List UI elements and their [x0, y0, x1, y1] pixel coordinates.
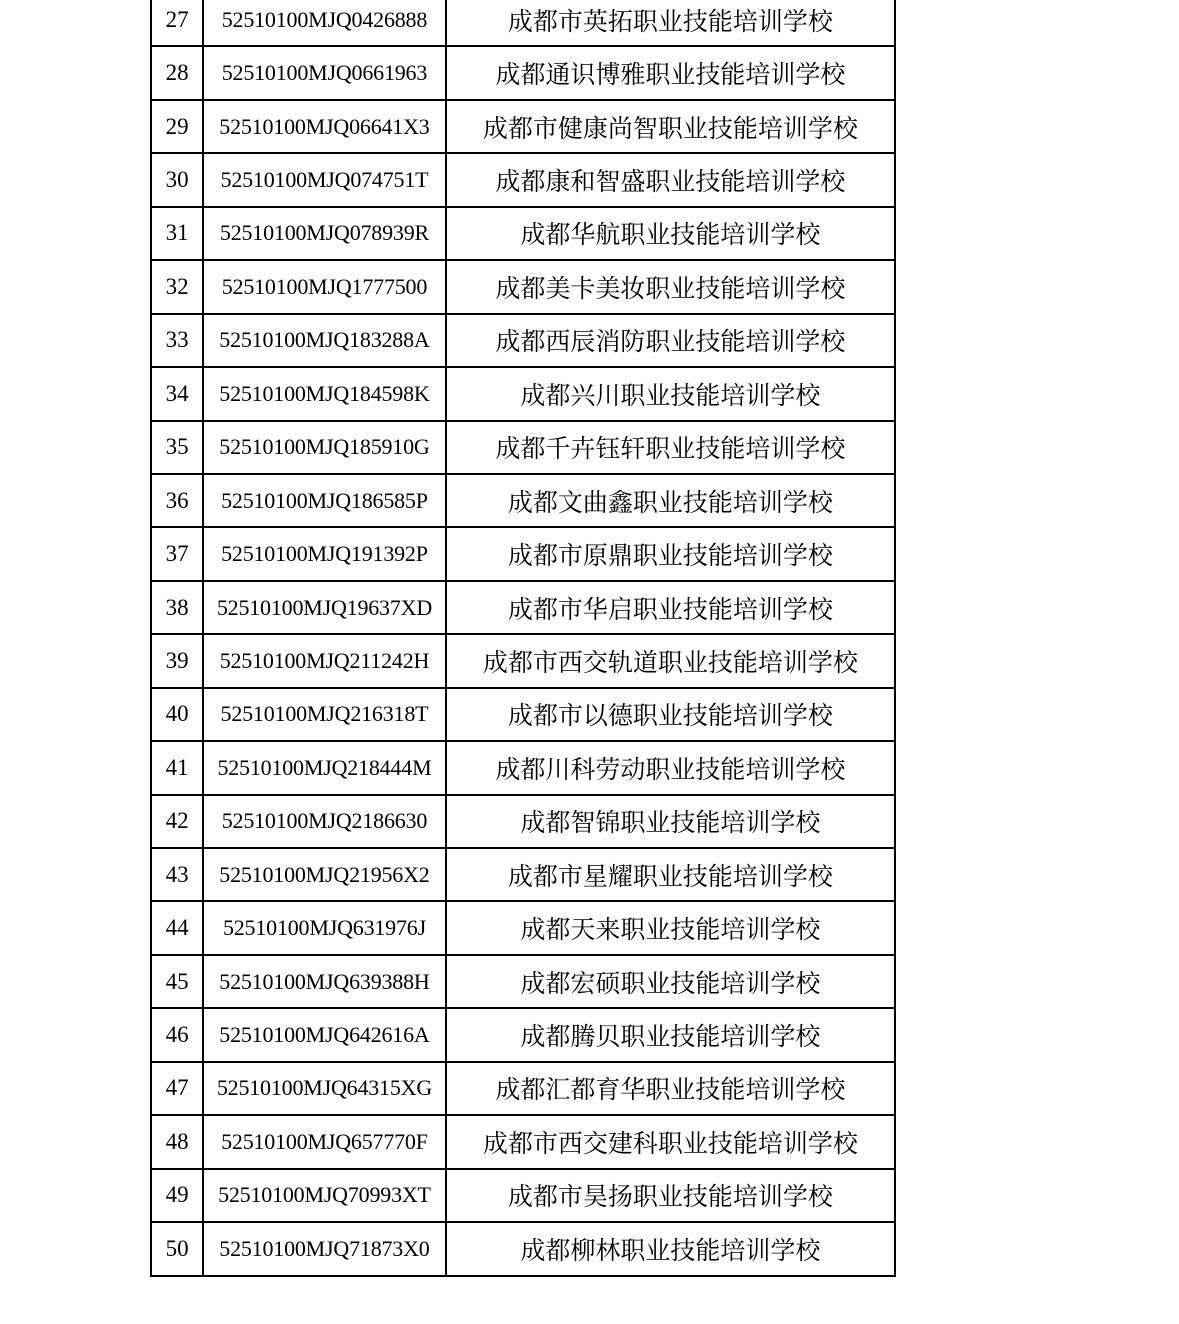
row-number-cell: 47 — [151, 1062, 203, 1115]
row-number-cell: 36 — [151, 474, 203, 527]
school-name-cell: 成都智锦职业技能培训学校 — [446, 795, 895, 848]
credit-code-cell: 52510100MJQ631976J — [203, 901, 446, 954]
table-row — [151, 688, 895, 741]
row-number-cell: 46 — [151, 1008, 203, 1061]
school-name-cell: 成都川科劳动职业技能培训学校 — [446, 741, 895, 794]
credit-code-cell: 52510100MJQ191392P — [203, 527, 446, 580]
credit-code-cell: 52510100MJQ2186630 — [203, 795, 446, 848]
table-row — [151, 207, 895, 260]
school-name-cell: 成都市西交轨道职业技能培训学校 — [446, 634, 895, 687]
row-number-cell: 27 — [151, 0, 203, 46]
row-number-cell: 39 — [151, 634, 203, 687]
table-row — [151, 581, 895, 634]
credit-code-cell: 52510100MJQ64315XG — [203, 1062, 446, 1115]
row-number-cell: 43 — [151, 848, 203, 901]
table-row — [151, 0, 895, 46]
school-name-cell: 成都天来职业技能培训学校 — [446, 901, 895, 954]
row-number-cell: 34 — [151, 367, 203, 420]
school-name-cell: 成都市英拓职业技能培训学校 — [446, 0, 895, 46]
row-number-cell: 42 — [151, 795, 203, 848]
table-body — [151, 0, 895, 1276]
credit-code-cell: 52510100MJQ642616A — [203, 1008, 446, 1061]
school-name-cell: 成都通识博雅职业技能培训学校 — [446, 46, 895, 99]
table-row — [151, 1115, 895, 1168]
table-row — [151, 421, 895, 474]
credit-code-cell: 52510100MJQ639388H — [203, 955, 446, 1008]
row-number-cell: 30 — [151, 153, 203, 206]
credit-code-cell: 52510100MJQ211242H — [203, 634, 446, 687]
school-name-cell: 成都市星耀职业技能培训学校 — [446, 848, 895, 901]
credit-code-cell: 52510100MJQ183288A — [203, 314, 446, 367]
school-name-cell: 成都美卡美妆职业技能培训学校 — [446, 260, 895, 313]
school-name-cell: 成都市西交建科职业技能培训学校 — [446, 1115, 895, 1168]
table-row — [151, 474, 895, 527]
credit-code-cell: 52510100MJQ657770F — [203, 1115, 446, 1168]
school-name-cell: 成都腾贝职业技能培训学校 — [446, 1008, 895, 1061]
credit-code-cell: 52510100MJQ70993XT — [203, 1169, 446, 1222]
registry-table-container — [150, 0, 896, 1277]
credit-code-cell: 52510100MJQ0426888 — [203, 0, 446, 46]
table-row — [151, 1008, 895, 1061]
school-registry-table — [150, 0, 896, 1277]
row-number-cell: 35 — [151, 421, 203, 474]
school-name-cell: 成都市原鼎职业技能培训学校 — [446, 527, 895, 580]
table-row — [151, 1222, 895, 1275]
row-number-cell: 50 — [151, 1222, 203, 1275]
table-row — [151, 848, 895, 901]
row-number-cell: 33 — [151, 314, 203, 367]
credit-code-cell: 52510100MJQ074751T — [203, 153, 446, 206]
table-row — [151, 741, 895, 794]
school-name-cell: 成都市以德职业技能培训学校 — [446, 688, 895, 741]
school-name-cell: 成都市昊扬职业技能培训学校 — [446, 1169, 895, 1222]
table-row — [151, 314, 895, 367]
table-row — [151, 634, 895, 687]
credit-code-cell: 52510100MJQ06641X3 — [203, 100, 446, 153]
table-row — [151, 1062, 895, 1115]
row-number-cell: 28 — [151, 46, 203, 99]
school-name-cell: 成都兴川职业技能培训学校 — [446, 367, 895, 420]
credit-code-cell: 52510100MJQ71873X0 — [203, 1222, 446, 1275]
credit-code-cell: 52510100MJQ184598K — [203, 367, 446, 420]
row-number-cell: 32 — [151, 260, 203, 313]
school-name-cell: 成都柳林职业技能培训学校 — [446, 1222, 895, 1275]
table-row — [151, 901, 895, 954]
school-name-cell: 成都汇都育华职业技能培训学校 — [446, 1062, 895, 1115]
credit-code-cell: 52510100MJQ21956X2 — [203, 848, 446, 901]
row-number-cell: 38 — [151, 581, 203, 634]
credit-code-cell: 52510100MJQ185910G — [203, 421, 446, 474]
row-number-cell: 29 — [151, 100, 203, 153]
table-row — [151, 100, 895, 153]
credit-code-cell: 52510100MJQ216318T — [203, 688, 446, 741]
school-name-cell: 成都市健康尚智职业技能培训学校 — [446, 100, 895, 153]
table-row — [151, 955, 895, 1008]
school-name-cell: 成都华航职业技能培训学校 — [446, 207, 895, 260]
row-number-cell: 48 — [151, 1115, 203, 1168]
row-number-cell: 40 — [151, 688, 203, 741]
credit-code-cell: 52510100MJQ186585P — [203, 474, 446, 527]
school-name-cell: 成都文曲鑫职业技能培训学校 — [446, 474, 895, 527]
credit-code-cell: 52510100MJQ218444M — [203, 741, 446, 794]
school-name-cell: 成都千卉钰轩职业技能培训学校 — [446, 421, 895, 474]
school-name-cell: 成都市华启职业技能培训学校 — [446, 581, 895, 634]
row-number-cell: 31 — [151, 207, 203, 260]
credit-code-cell: 52510100MJQ1777500 — [203, 260, 446, 313]
table-row — [151, 1169, 895, 1222]
table-row — [151, 367, 895, 420]
table-row — [151, 260, 895, 313]
table-row — [151, 46, 895, 99]
credit-code-cell: 52510100MJQ19637XD — [203, 581, 446, 634]
school-name-cell: 成都宏硕职业技能培训学校 — [446, 955, 895, 1008]
school-name-cell: 成都西辰消防职业技能培训学校 — [446, 314, 895, 367]
school-name-cell: 成都康和智盛职业技能培训学校 — [446, 153, 895, 206]
table-row — [151, 795, 895, 848]
credit-code-cell: 52510100MJQ078939R — [203, 207, 446, 260]
row-number-cell: 45 — [151, 955, 203, 1008]
table-row — [151, 527, 895, 580]
credit-code-cell: 52510100MJQ0661963 — [203, 46, 446, 99]
row-number-cell: 37 — [151, 527, 203, 580]
row-number-cell: 41 — [151, 741, 203, 794]
row-number-cell: 49 — [151, 1169, 203, 1222]
table-row — [151, 153, 895, 206]
row-number-cell: 44 — [151, 901, 203, 954]
